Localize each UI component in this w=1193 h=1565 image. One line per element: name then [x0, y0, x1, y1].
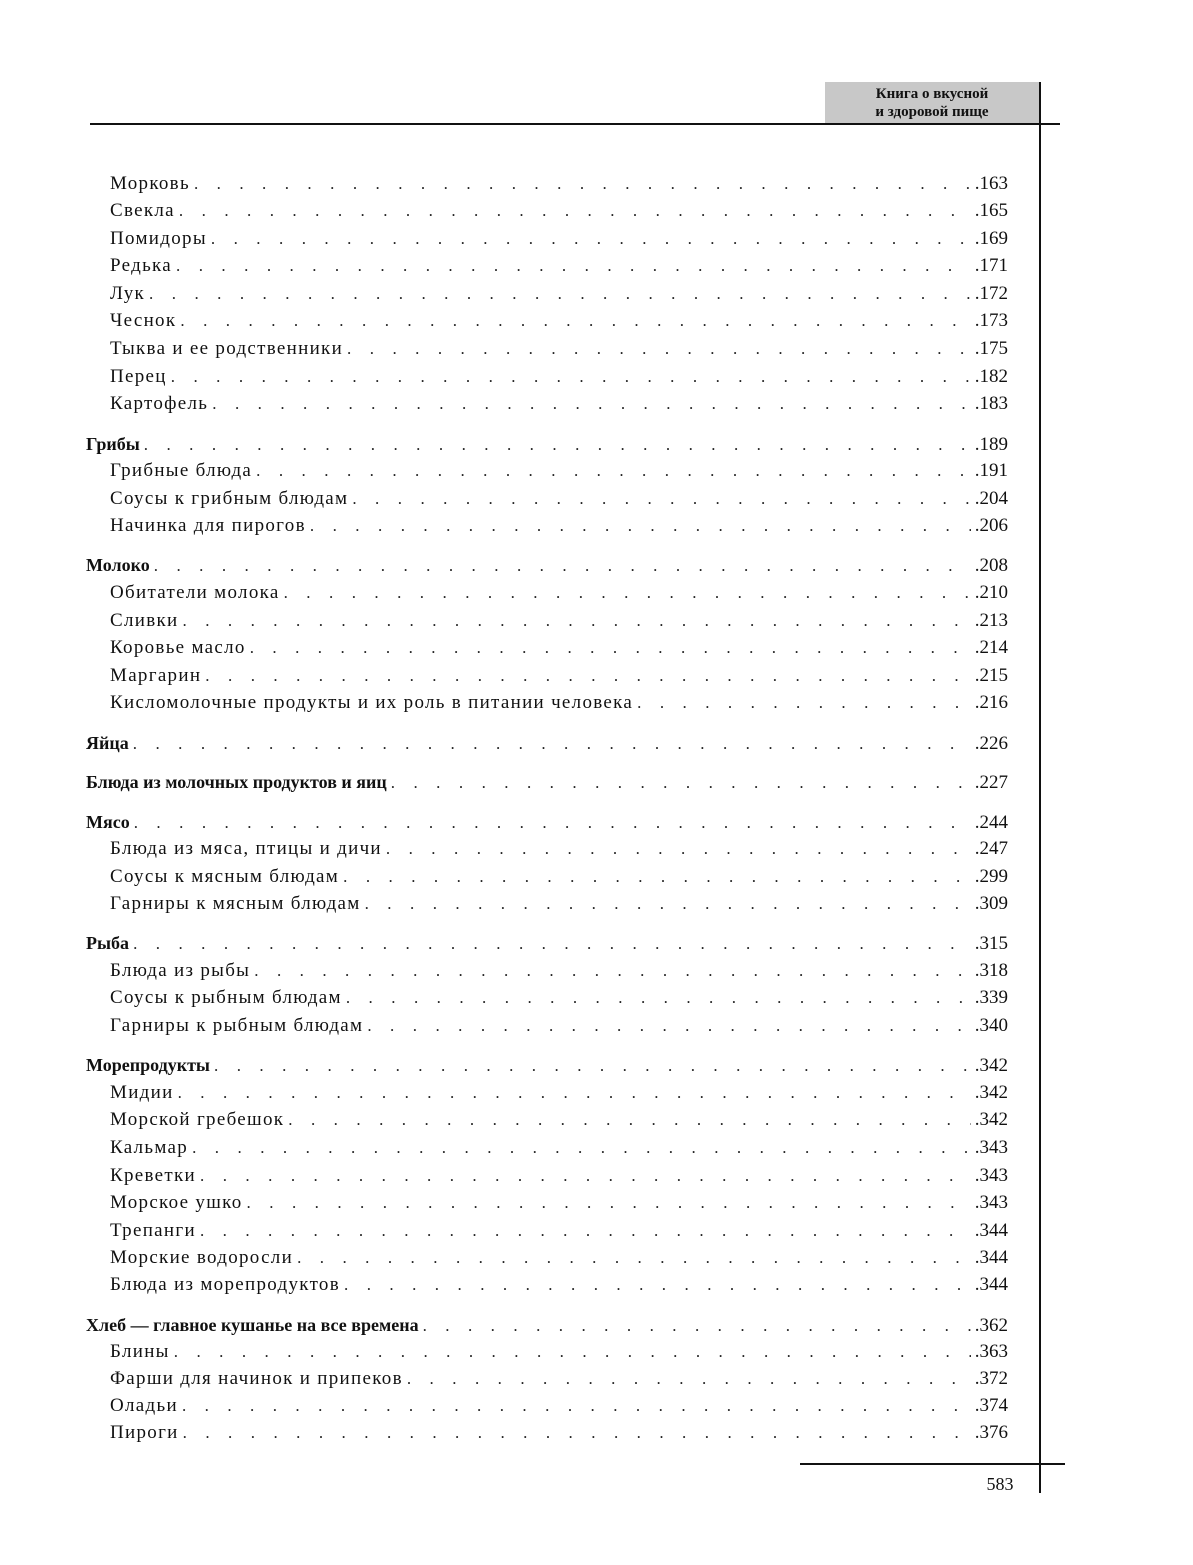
toc-entry-title: Коровье масло	[110, 637, 246, 658]
toc-entry-title: Мидии	[110, 1082, 174, 1103]
toc-entry	[86, 664, 1008, 688]
toc-entry	[86, 1394, 1008, 1418]
leader-dots	[365, 892, 971, 916]
toc-entry-page: .244	[974, 812, 1008, 833]
toc-entry-page: .204	[974, 488, 1008, 509]
toc-section-title: Молоко	[86, 555, 150, 575]
toc-entry	[86, 892, 1008, 916]
toc-entry-page: .210	[974, 582, 1008, 603]
toc-entry-page: .216	[974, 692, 1008, 713]
leader-dots	[174, 1340, 971, 1364]
toc-entry-title: Кисломолочные продукты и их роль в питании человека	[110, 692, 634, 713]
toc-entry	[86, 309, 1008, 333]
toc-entry-page: .173	[974, 310, 1008, 331]
toc-entry-page: .214	[974, 637, 1008, 658]
toc-entry-title: Начинка для пирогов	[110, 515, 306, 536]
leader-dots	[212, 392, 971, 416]
toc-section-title: Рыба	[86, 933, 130, 953]
toc-entry-title: Редька	[110, 255, 173, 276]
footer-rule	[800, 1463, 1065, 1465]
toc-entry-title: Картофель	[110, 393, 209, 414]
toc-entry	[86, 199, 1008, 223]
leader-dots	[214, 1054, 971, 1078]
toc-entry-page: .169	[974, 228, 1008, 249]
toc-entry-page: .226	[974, 733, 1008, 754]
toc-entry	[86, 1136, 1008, 1160]
toc-entry	[86, 865, 1008, 889]
toc-section-title: Грибы	[86, 434, 140, 454]
leader-dots	[344, 1273, 971, 1297]
toc-entry-title: Сливки	[110, 610, 179, 631]
leader-dots	[178, 1081, 971, 1105]
toc-section-title: Яйца	[86, 733, 129, 753]
leader-dots	[176, 254, 971, 278]
leader-dots	[179, 199, 971, 223]
toc-entry-title: Оладьи	[110, 1395, 178, 1416]
toc-entry	[86, 1273, 1008, 1297]
leader-dots	[386, 837, 971, 861]
toc-entry-page: .374	[974, 1395, 1008, 1416]
leader-dots	[205, 664, 970, 688]
leader-dots	[297, 1246, 971, 1270]
toc-entry-title: Блюда из рыбы	[110, 960, 251, 981]
toc-section	[86, 810, 1008, 834]
leader-dots	[310, 514, 971, 538]
toc-entry-page: .344	[974, 1220, 1008, 1241]
leader-dots	[183, 609, 971, 633]
leader-dots	[346, 986, 971, 1010]
toc-entry-title: Блины	[110, 1341, 170, 1362]
toc-entry-title: Соусы к рыбным блюдам	[110, 987, 342, 1008]
toc-entry-page: .172	[974, 283, 1008, 304]
margin-rule	[1039, 82, 1041, 1493]
toc-section	[86, 553, 1008, 577]
leader-dots	[154, 554, 971, 578]
toc-entry-page: .318	[974, 960, 1008, 981]
toc-entry-page: .175	[974, 338, 1008, 359]
leader-dots	[171, 365, 971, 389]
toc-section	[86, 1053, 1008, 1077]
toc-entry-page: .342	[974, 1082, 1008, 1103]
toc-section	[86, 770, 1008, 794]
toc-entry-page: .376	[974, 1422, 1008, 1443]
toc-entry	[86, 1014, 1008, 1038]
toc-entry-title: Свекла	[110, 200, 175, 221]
toc-entry	[86, 459, 1008, 483]
toc-entry	[86, 636, 1008, 660]
toc-entry-page: .340	[974, 1015, 1008, 1036]
toc-entry-title: Трепанги	[110, 1220, 196, 1241]
leader-dots	[343, 865, 971, 889]
toc-entry-page: .344	[974, 1247, 1008, 1268]
toc-entry-page: .215	[974, 665, 1008, 686]
toc-entry-title: Морковь	[110, 173, 190, 194]
toc-entry-page: .342	[974, 1055, 1008, 1076]
toc-entry-page: .309	[974, 893, 1008, 914]
toc-entry-title: Тыква и ее родственники	[110, 338, 344, 359]
toc-entry-title: Морские водоросли	[110, 1247, 294, 1268]
leader-dots	[211, 227, 971, 251]
leader-dots	[288, 1108, 970, 1132]
toc-entry-page: .343	[974, 1137, 1008, 1158]
toc-entry	[86, 514, 1008, 538]
toc-entry	[86, 986, 1008, 1010]
page-number: 583	[986, 1474, 1014, 1494]
toc-entry-title: Помидоры	[110, 228, 207, 249]
toc-entry	[86, 392, 1008, 416]
leader-dots	[192, 1136, 971, 1160]
toc-entry-page: .171	[974, 255, 1008, 276]
toc-entry-title: Лук	[110, 283, 146, 304]
running-header-line-1: Книга о вкусной	[875, 86, 989, 102]
toc-entry	[86, 227, 1008, 251]
toc-section-title: Хлеб — главное кушанье на все времена	[86, 1315, 419, 1335]
toc-entry-title: Кальмар	[110, 1137, 189, 1158]
leader-dots	[149, 282, 971, 306]
toc-entry-title: Грибные блюда	[110, 460, 253, 481]
toc-entry-page: .163	[974, 173, 1008, 194]
toc-entry	[86, 337, 1008, 361]
leader-dots	[637, 691, 971, 715]
toc-entry-page: .183	[974, 393, 1008, 414]
toc-entry-title: Морской гребешок	[110, 1109, 285, 1130]
toc-entry-page: .372	[974, 1368, 1008, 1389]
toc-section	[86, 931, 1008, 955]
toc-entry	[86, 959, 1008, 983]
leader-dots	[133, 932, 971, 956]
toc-entry-page: .343	[974, 1165, 1008, 1186]
toc-entry	[86, 691, 1008, 715]
toc-entry-page: .247	[974, 838, 1008, 859]
toc-entry-page: .315	[974, 933, 1008, 954]
toc-entry-title: Креветки	[110, 1165, 197, 1186]
toc-entry	[86, 1191, 1008, 1215]
toc-entry-page: .339	[974, 987, 1008, 1008]
toc-section	[86, 731, 1008, 755]
toc-entry-title: Гарниры к мясным блюдам	[110, 893, 361, 914]
leader-dots	[367, 1014, 970, 1038]
toc-entry-title: Перец	[110, 366, 167, 387]
toc-entry-page: .363	[974, 1341, 1008, 1362]
leader-dots	[250, 636, 971, 660]
toc-entry-title: Маргарин	[110, 665, 202, 686]
toc-entry-title: Чеснок	[110, 310, 177, 331]
leader-dots	[133, 732, 971, 756]
toc-section-title: Блюда из молочных продуктов и яиц	[86, 772, 387, 792]
toc-entry-page: .344	[974, 1274, 1008, 1295]
leader-dots	[284, 581, 971, 605]
toc-entry	[86, 487, 1008, 511]
leader-dots	[144, 433, 971, 457]
toc-entry-page: .182	[974, 366, 1008, 387]
toc-entry	[86, 609, 1008, 633]
toc-entry-title: Соусы к мясным блюдам	[110, 866, 340, 887]
toc-entry-page: .206	[974, 515, 1008, 536]
toc-section-title: Мясо	[86, 812, 130, 832]
toc-entry-page: .343	[974, 1192, 1008, 1213]
toc-entry-page: .165	[974, 200, 1008, 221]
toc-entry-page: .299	[974, 866, 1008, 887]
header-rule	[90, 123, 1060, 125]
toc-entry	[86, 1421, 1008, 1445]
leader-dots	[407, 1367, 971, 1391]
leader-dots	[200, 1164, 971, 1188]
leader-dots	[256, 459, 971, 483]
toc-entry	[86, 1219, 1008, 1243]
toc-entry-page: .227	[974, 772, 1008, 793]
toc-entry	[86, 282, 1008, 306]
toc-entry-title: Гарниры к рыбным блюдам	[110, 1015, 364, 1036]
toc-entry-page: .189	[974, 434, 1008, 455]
running-header	[825, 82, 1039, 123]
toc-entry	[86, 1081, 1008, 1105]
toc-entry	[86, 254, 1008, 278]
leader-dots	[134, 811, 971, 835]
toc-entry	[86, 1367, 1008, 1391]
toc-entry-page: .191	[974, 460, 1008, 481]
toc-entry-page: .362	[974, 1315, 1008, 1336]
leader-dots	[182, 1394, 971, 1418]
toc-entry-title: Соусы к грибным блюдам	[110, 488, 349, 509]
toc-entry-title: Пироги	[110, 1422, 179, 1443]
toc-entry-page: .208	[974, 555, 1008, 576]
toc-entry	[86, 581, 1008, 605]
leader-dots	[247, 1191, 971, 1215]
leader-dots	[352, 487, 970, 511]
toc-section-title: Морепродукты	[86, 1055, 210, 1075]
toc-entry	[86, 365, 1008, 389]
toc-entry	[86, 172, 1008, 196]
toc-entry-title: Блюда из мяса, птицы и дичи	[110, 838, 382, 859]
leader-dots	[391, 771, 971, 795]
toc-entry-title: Морское ушко	[110, 1192, 243, 1213]
leader-dots	[254, 959, 971, 983]
leader-dots	[180, 309, 970, 333]
running-header-line-2: и здоровой пище	[875, 104, 989, 120]
toc-section	[86, 432, 1008, 456]
toc-entry-title: Блюда из морепродуктов	[110, 1274, 340, 1295]
toc-entry	[86, 837, 1008, 861]
toc-section	[86, 1313, 1008, 1337]
toc-entry-title: Обитатели молока	[110, 582, 280, 603]
toc-entry	[86, 1340, 1008, 1364]
leader-dots	[194, 172, 971, 196]
leader-dots	[200, 1219, 971, 1243]
leader-dots	[423, 1314, 971, 1338]
toc-entry	[86, 1108, 1008, 1132]
leader-dots	[347, 337, 971, 361]
toc-entry-title: Фарши для начинок и припеков	[110, 1368, 403, 1389]
toc-entry	[86, 1164, 1008, 1188]
toc-entry-page: .213	[974, 610, 1008, 631]
toc-entry	[86, 1246, 1008, 1270]
leader-dots	[183, 1421, 971, 1445]
toc-entry-page: .342	[974, 1109, 1008, 1130]
